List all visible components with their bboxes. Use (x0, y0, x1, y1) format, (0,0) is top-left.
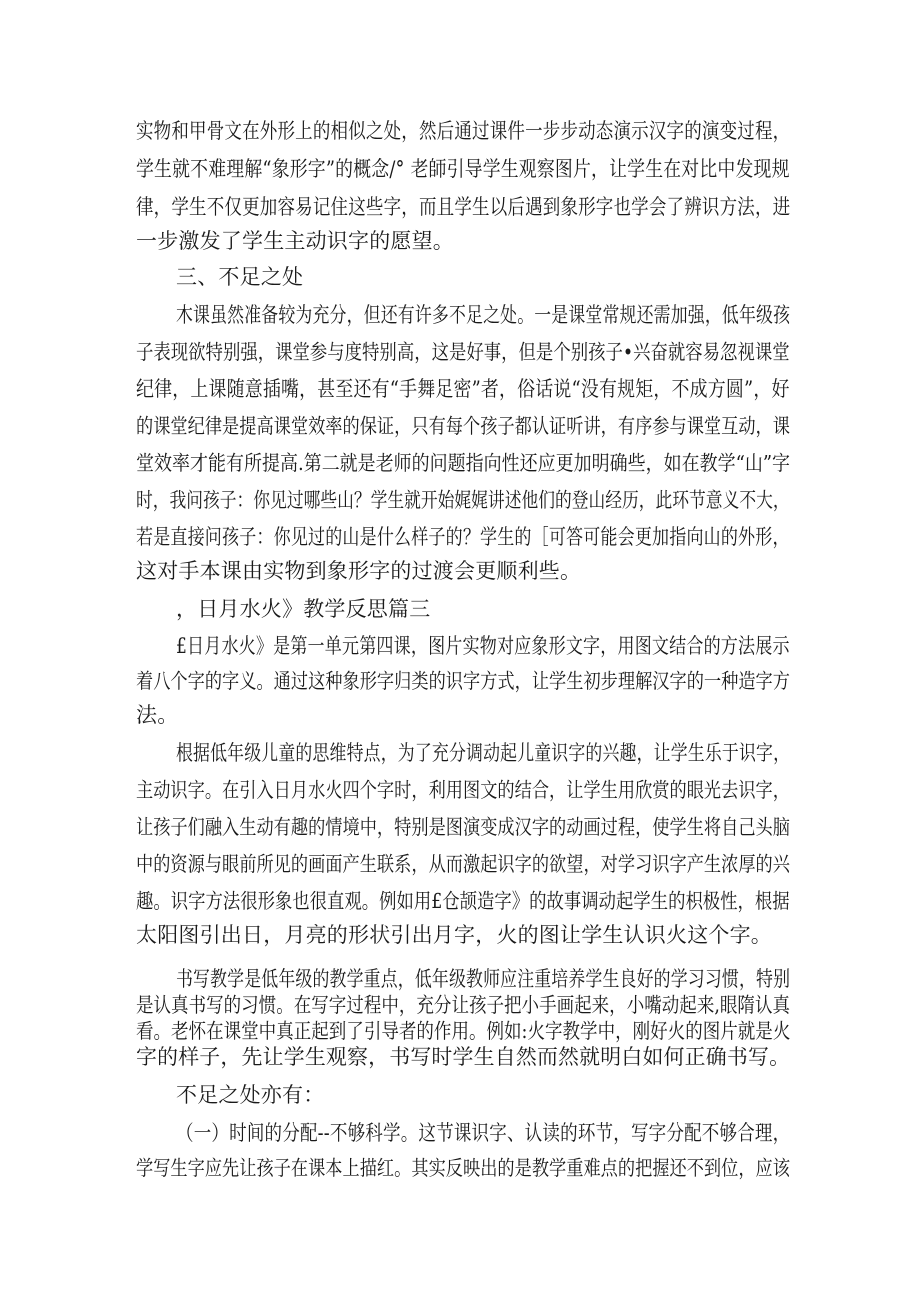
text-line: 若是直接问孩子：你见过的山是什么样子的？学生的［可答可能会更加指向山的外形， (136, 525, 790, 549)
text-line: 太阳图引出日，月亮的形状引出月字，火的图让学生认识火这个字。 (136, 923, 772, 947)
text-line: £日月水火》是第一单元第四课，图片实物对应象形文字，用图文结合的方法展示 (176, 634, 790, 658)
text-line: 不足之处亦有： (176, 1083, 325, 1107)
text-line: 主动识字。在引入日月水火四个字时，利用图文的结合，让学生用欣赏的眼光去识字， (136, 778, 790, 802)
text-line: 趣。识字方法很形象也很直观。例如用£仓颉造字》的故事调动起学生的枳极性，根据 (136, 889, 790, 913)
text-line: 着八个字的字义。通过这种象形字归类的识字方式，让学生初步理解汉字的一种造字方 (136, 669, 790, 693)
text-line: 让孩子们融入生动有趣的情境中，特别是图演变成汉字的动画过程，使学生将自己头脑 (136, 815, 790, 839)
section-heading: ，日月水火》教学反思篇三 (176, 597, 431, 621)
text-line: 木课虽然准备较为充分，但还有许多不足之处。一是课堂常规还需加强，低年级孩 (176, 303, 791, 327)
text-line: 一步激发了学生主动识字的愿望。 (136, 229, 454, 253)
text-line: 时，我问孩子：你见过哪些山？学生就开始娓娓讲述他们的登山经历，此环节意义不大， (136, 488, 790, 512)
text-line: 纪律，上课随意插嘴，甚至还有“手舞足密”者，俗话说“没有规矩，不成方圆”，好 (136, 377, 790, 401)
text-line: 是认真书写的习惯。在写字过程中，充分让孩子把小手画起来，小嘴动起来,眼隋认真 (136, 993, 791, 1017)
text-line: 法。 (136, 703, 179, 727)
text-line: 字的样子，先让学生观察，书写时学生自然而然就明白如何正确书写。 (136, 1045, 791, 1069)
text-line: （一）时间的分配--不够科学。这节课识字、认读的环节，写字分配不够合理， (176, 1121, 791, 1145)
text-line: 学写生字应先让孩子在课本上描红。其实反映出的是教学重难点的把握还不到位，应该 (136, 1156, 790, 1180)
text-line: 实物和甲骨文在外形上的相似之处，然后通过课件一步步动态演示汉字的演变过程， (136, 119, 791, 143)
text-line: 看。老怀在课堂中真正起到了引导者的作用。例如:火字教学中，刚好火的图片就是火 (136, 1019, 791, 1043)
text-line: 学生就不难理解“象形字”的概念/° 老師引导学生观察图片，让学生在对比中发现规 (136, 157, 790, 181)
text-line: 律，学生不仅更加容易记住这些字，而且学生以后遇到象形字也学会了辨识方法，进 (136, 195, 791, 219)
text-line: 这对手本课由实物到象形字的过渡会更顺利些。 (136, 559, 582, 583)
text-line: 书写教学是低年级的教学重点，低年级教师应注重培养学生良好的学习习惯，特别 (176, 967, 791, 991)
text-line: 的课堂纪律是提高课堂效率的保证，只有每个孩子都认证听讲，有序参与课堂互动，课 (136, 414, 790, 438)
text-line: 堂效率才能有所提高.第二就是老师的问题指向性还应更加明确些，如在教学“山”字 (136, 451, 791, 475)
text-line: 子表现欲特别强，课堂参与度特别高，这是好事，但是个别孩子•兴奋就容易忽视课堂 (136, 340, 790, 364)
text-line: 根据低年级儿童的思维特点，为了充分调动起儿童识字的兴趣，让学生乐于识字， (176, 741, 791, 765)
section-heading: 三、不足之处 (176, 265, 304, 289)
text-line: 中的资源与眼前所见的画面产生联系，从而激起识字的欲望，对学习识字产生浓厚的兴 (136, 852, 790, 876)
